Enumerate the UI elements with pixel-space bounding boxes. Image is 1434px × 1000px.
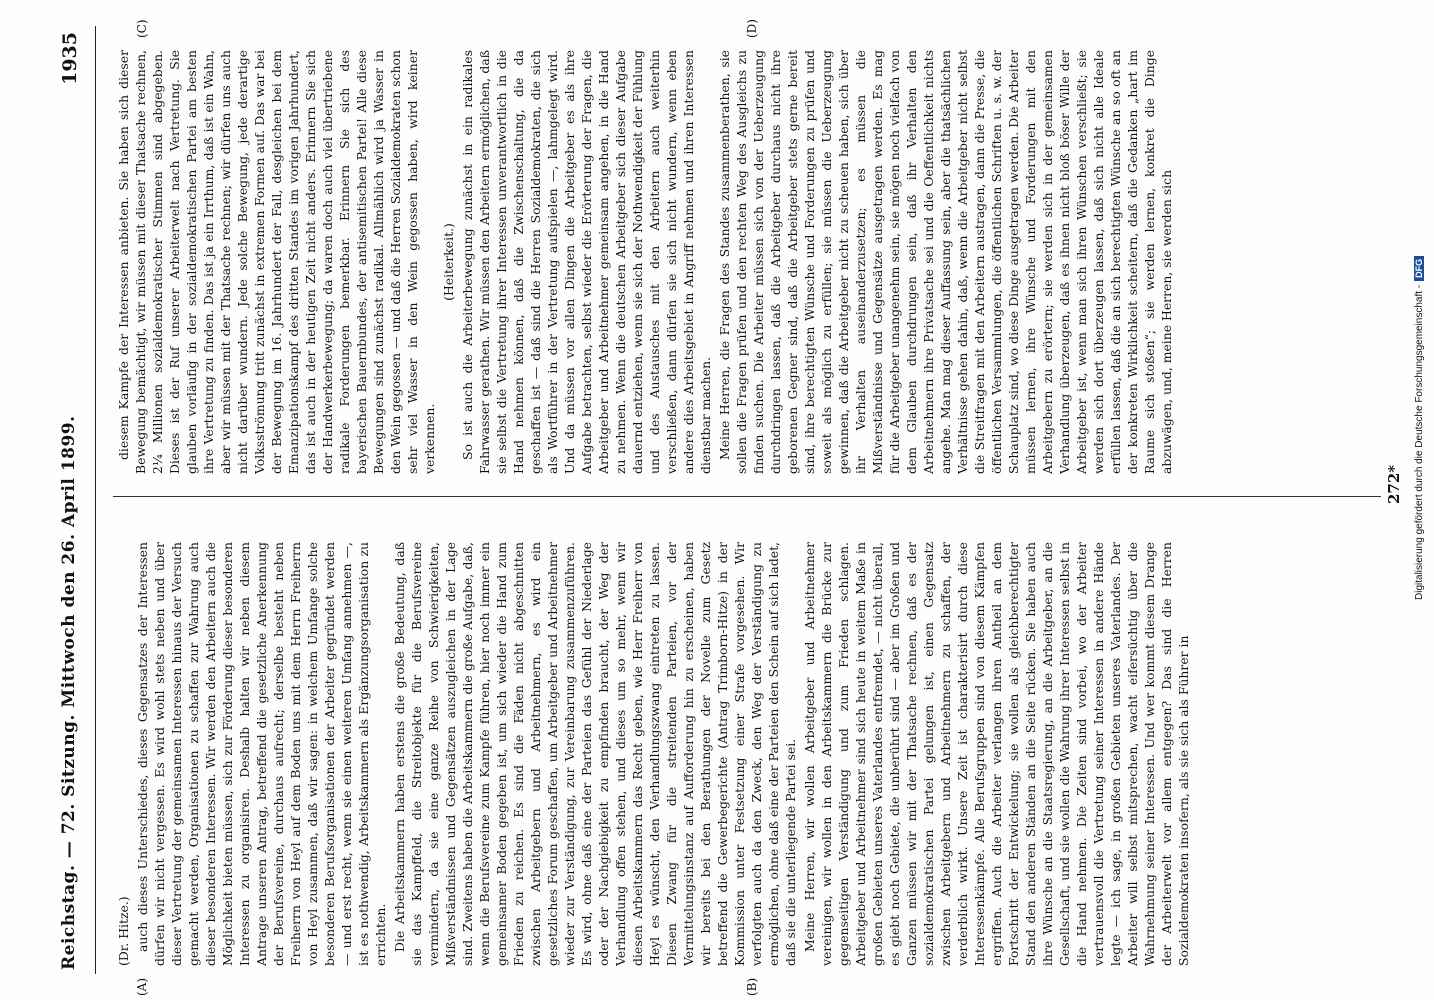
- page-header: [45, 26, 103, 974]
- right-column: [115, 50, 1379, 474]
- paragraph: Meine Herren, die Fragen des Standes zusammenberathen, sie sollen die Fragen prüfen und den rechten Weg des Ausgleichs zu finden suchen. Die Arbeiter müssen sich von der Ueberzeugung durchdringen lassen, daß die Arbeitgeber durchaus nicht ihre geborenen Gegner sind, daß die Arbeitgeber stets gerne bereit sind, ihre berechtigten Wünsche und Forderungen zu prüfen und soweit als möglich zu erfüllen; sie müssen die Ueberzeugung gewinnen, daß die Arbeitgeber nicht zu scheuen haben, sich über ihr Verhalten auseinanderzusetzen; es müssen die Mißverständnisse und Gegensätze ausgetragen werden. Es mag für die Arbeitgeber unangenehm sein, sie mögen noch vielfach von dem Glauben durchdrungen sein, daß ihr Verhalten den Arbeitnehmern ihre Privatsache sei und die Oeffentlichkeit nichts angehe. Man mag dieser Auffassung sein, aber die thatsächlichen Verhältnisse gehen dahin, daß, wenn die Arbeitgeber nicht selbst die Streitfragen mit den Arbeitern austragen, dann die Presse, die öffentlichen Versammlungen, die öffentlichen Schriften u. s. w. der Schauplatz sind, wo diese Dinge ausgetragen werden. Die Arbeiter müssen lernen, ihre Wünsche und Forderungen mit den Arbeitgebern zu erörtern; sie werden sich in der gemeinsamen Verhandlung überzeugen, daß es ihnen nicht bloß böser Wille der Arbeitgeber ist, wenn man sich ihren Wünschen verschließt; sie werden sich dort überzeugen lassen, daß sich nicht alle Ideale erfüllen lassen, daß die an sich berechtigten Wünsche an so oft an der konkreten Wirklichkeit scheitern, daß die Gedanken „hart im Raume sich stoßen“; sie werden lernen, konkret die Dinge abzuwägen, und, meine Herren, sie werden sich: [717, 50, 1174, 474]
- dfg-logo: DFG: [1414, 256, 1424, 281]
- marker-b: (B): [745, 977, 759, 996]
- column-divider: [113, 496, 1381, 497]
- marker-d: (D): [745, 19, 759, 38]
- page-content: [45, 19, 1434, 996]
- sheet-number: 272*: [1385, 464, 1403, 504]
- digitization-credit: [1414, 0, 1425, 600]
- paragraph: auch dieses Unterschiedes, dieses Gegensatzes der Interessen dürfen wir nicht vergessen. Es wird wohl stets neben und über dieser Vertretung der gemeinsamen Interessen hinaus der Versuch gemacht werden, Organisationen zu schaffen zur Wahrung auch dieser besonderen Interessen. Wir werden den Arbeitern auch die Möglichkeit bieten müssen, sich zur Förderung dieser besonderen Interessen zu organisiren. Deshalb halten wir neben diesem Antrage unseren Antrag, betreffend die gesetzliche Anerkennung der Berufsvereine, durchaus aufrecht; derselbe besteht neben Freiherrn von Heyl auf dem Boden uns mit dem Herrn Freiherrn von Heyl zusammen, daß wir sagen: in welchem Umfange solche besonderen Berufsorganisationen der Arbeiter gegründet werden — und erst recht, wenn sie einen weiteren Umfang annehmen —, ist es nothwendig, Arbeitskammern als Ergänzungsorganisation zu errichten.: [135, 542, 388, 966]
- paragraph: Meine Herren, wir wollen Arbeitgeber und Arbeitnehmer vereinigen, wir wollen in den Arbeitskammern die Brücke zur gegenseitigen Verständigung und zum Frieden schlagen. Arbeitgeber und Arbeitnehmer sind sich heute in weitem Maße in großen Gebieten unseres Vaterlandes entfremdet, — nicht überall, es giebt noch Gebiete, die unberührt sind — aber im Großen und Ganzen müssen wir mit der Thatsache rechnen, daß es der sozialdemokratischen Partei gelungen ist, einen Gegensatz zwischen Arbeitgebern und Arbeitnehmern zu schaffen, der verderblich wirkt. Unsere Zeit ist charakterisirt durch diese Interessenkämpfe. Alle Berufsgruppen sind von diesem Kämpfen ergriffen. Auch die Arbeiter verlangen ihren Antheil an dem Fortschritt der Entwickelung; sie wollen als gleichberechtigter Stand den anderen Ständen an die Seite rücken. Sie haben auch ihre Wünsche an die Staatsregierung, an die Arbeitgeber, an die Gesellschaft, und sie wollen die Wahrung ihrer Interessen selbst in die Hand nehmen. Die Zeiten sind vorbei, wo der Arbeiter vertrauensvoll die Vertretung seiner Interessen in andere Hände legte — ich sage, in großen Gebieten unseres Vaterlandes. Der Arbeiter will selbst mitsprechen, wacht eifersüchtig über die Wahrnehmung seiner Interessen. Und wer kommt diesem Drange der Arbeiterwelt vor allem entgegen? Das sind die Herren Sozialdemokraten insofern, als sie sich als Führer in: [802, 542, 1191, 966]
- paragraph: Die Arbeitskammern haben erstens die große Bedeutung, daß sie das Kampffeld, die Streitobjekte für die Berufsvereine vermindern, da sie eine ganze Reihe von Schwierigkeiten, Mißverständnissen und Gegensätzen auszugleichen in der Lage sind. Zweitens haben die Arbeitskammern die große Aufgabe, daß, wenn die Berufsvereine zum Kampfe führen, hier noch immer ein gemeinsamer Boden gegeben ist, um sich wieder die Hand zum Frieden zu reichen. Es sind die Fäden nicht abgeschnitten zwischen Arbeitgebern und Arbeitnehmern, es wird ein gesetzliches Forum geschaffen, um Arbeitgeber und Arbeitnehmer wieder zur Verständigung, zur Vereinbarung zusammenzuführen. Es wird, ohne daß eine der Parteien das Gefühl der Niederlage oder der Nachgiebigkeit zu empfinden braucht, der Weg der Verhandlung offen stehen, und dieses um so mehr, wenn wir diesen Arbeitskammern das Recht geben, wie Herr Freiherr von Heyl es wünscht, den Verhandlungszwang eintreten zu lassen. Diesen Zwang für die streitenden Parteien, vor der Vermittelungsinstanz auf Aufforderung hin zu erscheinen, haben wir bereits bei den Berathungen der Novelle zum Gesetz betreffend die Gewerbegerichte (Antrag Trimborn-Hitze) in der Kommission unter Festsetzung einer Strafe vorgesehen. Wir verfolgten auch da den Zweck, den Weg der Verständigung zu ermöglichen, ohne daß eine der Parteien den Schein auf sich ladet, daß sie die unterliegende Partei sei.: [392, 542, 798, 966]
- speaker-label: (Dr. Hitze.): [116, 896, 131, 966]
- digitization-sidebar: [1410, 0, 1434, 1000]
- running-title: Reichstag. — 72. Sitzung. Mittwoch den 26. April 1899.: [59, 415, 79, 970]
- credit-text: Digitalisierung gefördert durch die Deutsche Forschungsgemeinschaft -: [1414, 284, 1425, 600]
- marker-c: (C): [135, 19, 149, 38]
- stage-direction: (Heiterkeit.): [441, 223, 456, 301]
- paragraph: diesem Kampfe der Interessen anbieten. Sie haben sich dieser Bewegung bemächtigt, wir müssen mit dieser Thatsache rechnen, 2¼ Millionen sozialdemokratischer Stimmen sind abgegeben. Dieses ist der Ruf unserer Arbeiterwelt nach Vertretung. Sie glauben vorläufig in der sozialdemokratischen Partei am besten ihre Vertretung zu finden. Das ist ja ein Irrthum, daß ist ein Wahn, aber wir müssen mit der Thatsache rechnen; wir dürfen uns auch nicht darüber wundern. Jede solche Bewegung, jede derartige Volksströmung tritt zunächst in extremen Formen auf. Das war bei der Bewegung im 16. Jahrhundert der Fall, desgleichen bei dem Emanzipationskampf des dritten Standes im vorigen Jahrhundert, das ist auch in der heutigen Zeit nicht anders. Erinnern Sie sich der Handwerkerbewegung; da waren doch auch viel übertriebene radikale Forderungen bemerkbar. Erinnern Sie sich des bayerischen Bauernbundes, der antisemitischen Partei! Alle diese Bewegungen sind zunächst radikal. Allmählich wird ja Wasser in den Wein gegossen — und daß die Herren Sozialdemokraten schon sehr viel Wasser in den Wein gegossen haben, wird keiner verkennen.: [116, 50, 437, 474]
- marker-a: (A): [135, 977, 149, 996]
- rotated-document-page: [45, 19, 1434, 996]
- left-column: [115, 542, 1379, 966]
- paragraph: So ist auch die Arbeiterbewegung zunächst in ein radikales Fahrwasser gerathen. Wir müssen den Arbeitern ermöglichen, daß sie selbst die Vertretung ihrer Interessen unverantwortlich in die Hand nehmen können, daß die Zwischenschaltung, die da geschaffen ist — daß sind die Herren Sozialdemokraten, die sich als Wortführer in der Vertretung aufspielen —, lahmgelegt wird. Und da müssen vor allen Dingen die Arbeitgeber es als ihre Aufgabe betrachten, selbst wieder die Erörterung der Fragen, die Arbeitgeber und Arbeitnehmer gemeinsam angehen, in die Hand zu nehmen. Wenn die deutschen Arbeitgeber sich dieser Aufgabe dauernd entziehen, wenn sie sich der Nothwendigkeit der Fühlung und des Austausches mit den Arbeitern auch weiterhin verschließen, dann dürfen sie sich nicht wundern, wenn eben andere dies Arbeitsgebiet in Angriff nehmen und ihren Interessen dienstbar machen.: [460, 50, 713, 474]
- header-rule: [95, 26, 96, 974]
- page-number: 1935: [59, 32, 81, 85]
